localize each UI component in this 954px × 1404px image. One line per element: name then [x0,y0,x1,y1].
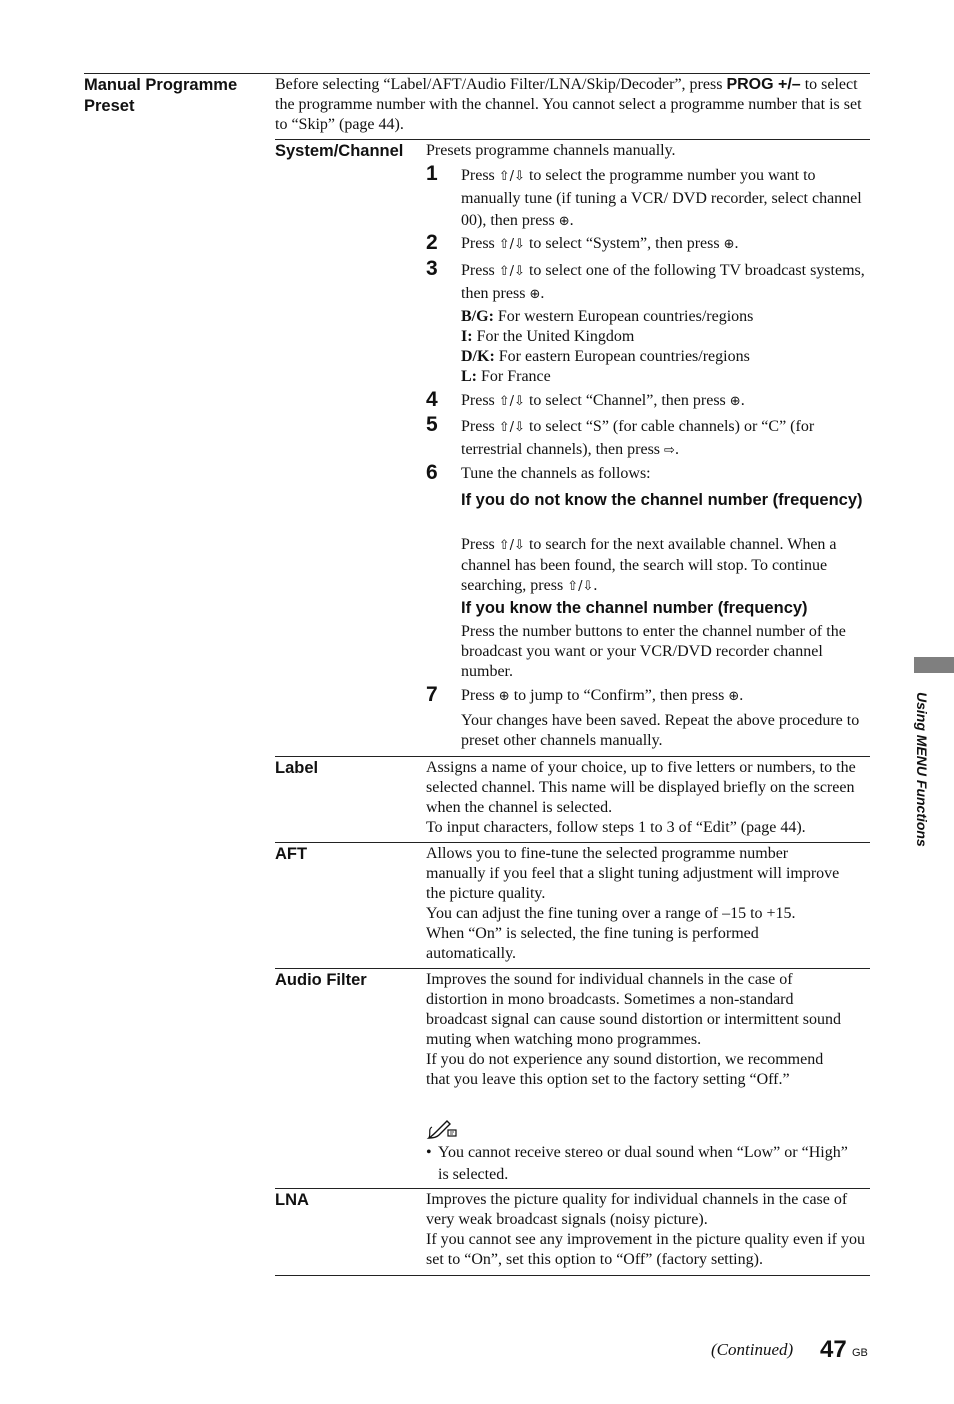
page-suffix: GB [852,1347,868,1359]
ok-button-icon: ⊕ [529,287,541,302]
step-2-text: Press ⇧/⇩ to select “System”, then press ⊕. [461,235,739,252]
step-2-number: 2 [426,231,438,254]
broadcast-systems-list [461,307,866,387]
up-down-arrow-icon: ⇧/⇩ [498,394,525,409]
system-dk: D/K: For eastern European countries/regions [461,348,750,365]
rule-audio-filter [275,968,870,969]
step-4-number: 4 [426,388,438,411]
chapter-tab-marker [914,657,954,673]
label-desc: Assigns a name of your choice, up to five letters or numbers, to the selected channel. This name will be displayed briefly on the screen when the channel is selected. To input characters, follow steps 1 to 3 of “Edit” (page 44). [426,759,856,836]
lna-desc: Improves the picture quality for individual channels in the case of very weak broadcast signals (noisy picture). If you cannot see any improvement in the picture quality even if you set to “On”, set this option to “Off” (factory setting). [426,1191,865,1268]
system-l: L: For France [461,368,551,385]
audio-filter-title: Audio Filter [275,971,367,989]
up-down-arrow-icon: ⇧/⇩ [498,264,525,279]
system-channel-title: System/Channel [275,142,404,160]
rule-aft [275,842,870,843]
system-bg: B/G: For western European countries/regions [461,308,754,325]
step-5-number: 5 [426,413,438,436]
prog-key: PROG +/– [726,76,801,93]
section-title: Manual Programme Preset [84,76,238,115]
system-channel-desc: Presets programme channels manually. [426,142,676,159]
step-1-text: Press ⇧/⇩ to select the programme number you want to manually tune (if tuning a VCR/ DVD recorder, select channel 00), then press ⊕. [461,167,862,229]
step-7-number: 7 [426,683,438,706]
audio-filter-desc: Improves the sound for individual channels in the case of distortion in mono broadcasts. Sometimes a non-standard broadcast signal can cause sound distortion or intermittent sound muting when watching mono programmes. If you do not experience any sound distortion, we recommend that you leave this option set to the factory setting “Off.” [426,971,842,1088]
system-i: I: For the United Kingdom [461,328,635,345]
label-title: Label [275,759,319,777]
bullet: • [426,1144,432,1161]
up-down-arrow-icon: ⇧/⇩ [567,579,594,594]
unknown-frequency-heading: If you do not know the channel number (frequency) [461,491,863,509]
up-down-arrow-icon: ⇧/⇩ [498,420,525,435]
aft-desc: Allows you to fine-tune the selected programme number manually if you feel that a slight tuning adjustment will improve the picture quality. You can adjust the fine tuning over a range of –15 to +15. When “On” is selected, the fine tuning is performed automatically. [426,845,840,962]
step-7-note: Your changes have been saved. Repeat the above procedure to preset other channels manually. [461,712,860,749]
rule-top [84,73,870,74]
ok-button-icon: ⊕ [728,689,740,704]
step-5-text: Press ⇧/⇩ to select “S” (for cable channels) or “C” (for terrestrial channels), then press ⇨. [461,418,815,458]
continued-label: (Continued) [711,1340,794,1359]
page-number: 47 [820,1336,847,1363]
audio-filter-note: • You cannot receive stereo or dual sound when “Low” or “High” is selected. [426,1144,848,1183]
up-down-arrow-icon: ⇧/⇩ [498,538,525,553]
step-3-text: Press ⇧/⇩ to select one of the following TV broadcast systems, then press ⊕. [461,262,865,302]
up-down-arrow-icon: ⇧/⇩ [498,169,525,184]
known-frequency-heading: If you know the channel number (frequency) [461,599,808,617]
section-intro: Before selecting “Label/AFT/Audio Filter/LNA/Skip/Decoder”, press PROG +/– to select the programme number with the channel. You cannot select a programme number that is set to “Skip” (page 44). [275,76,862,133]
ok-button-icon: ⊕ [729,394,741,409]
step-3-number: 3 [426,257,438,280]
step-6-text: Tune the channels as follows: [461,465,651,482]
rule-lna [275,1188,870,1189]
step-6-number: 6 [426,461,438,484]
chapter-side-label: Using MENU Functions [914,692,930,847]
step-7-text: Press ⊕ to jump to “Confirm”, then press ⊕. [461,687,744,704]
up-down-arrow-icon: ⇧/⇩ [498,237,525,252]
aft-title: AFT [275,845,308,863]
ok-button-icon: ⊕ [558,214,570,229]
ok-button-icon: ⊕ [498,689,510,704]
rule-bottom [275,1275,870,1276]
rule-label [275,756,870,757]
rule-intro [275,139,870,140]
right-arrow-icon: ⇨ [664,443,675,458]
step-4-text: Press ⇧/⇩ to select “Channel”, then press ⊕. [461,392,745,409]
pencil-note-icon [426,1117,458,1141]
step-1-number: 1 [426,162,438,185]
lna-title: LNA [275,1191,309,1209]
ok-button-icon: ⊕ [723,237,735,252]
known-frequency-text: Press the number buttons to enter the channel number of the broadcast you want or your VCR/DVD recorder channel number. [461,623,846,680]
unknown-frequency-text: Press ⇧/⇩ to search for the next available channel. When a channel has been found, the search will stop. To continue searching, press ⇧/⇩. [461,536,837,594]
